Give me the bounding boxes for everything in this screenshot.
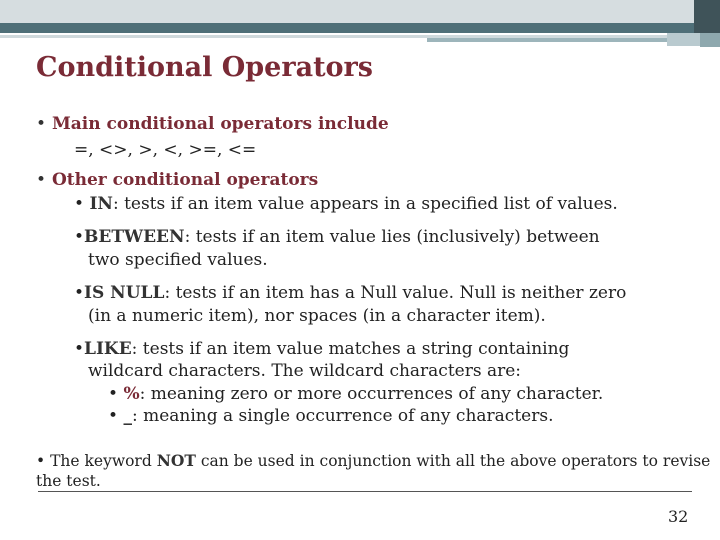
underscore-keyword: _ [123,406,132,426]
between-description-cont: two specified values. [88,250,268,270]
item-like: •LIKE: tests if an item value matches a string containing [74,339,570,359]
like-description-cont: wildcard characters. The wildcard characters are: [88,361,522,381]
other-heading: Other conditional operators [51,170,319,190]
footer-divider [38,491,692,492]
not-text-end: can be used in conjunction with all the above operators to revise [195,452,711,470]
is-null-keyword: IS NULL [84,283,165,303]
item-underscore: • _: meaning a single occurrence of any characters. [108,406,554,426]
not-keyword: NOT [156,451,196,470]
like-description: : tests if an item value matches a string containing [131,339,570,359]
header-band-dark [0,23,720,33]
between-keyword: BETWEEN [84,227,185,247]
bullet-other-operators [36,170,318,190]
item-in: • IN: tests if an item value appears in a specified list of values. [74,194,618,214]
percent-keyword: % [123,384,140,404]
is-null-description: : tests if an item has a Null value. Null is neither zero [164,283,627,303]
in-description: : tests if an item value appears in a specified list of values. [112,194,618,214]
like-keyword: LIKE [84,339,132,359]
not-text-cont: the test. [36,472,101,490]
in-keyword: IN [89,194,113,214]
header-corner-block [694,0,720,33]
is-null-description-cont: (in a numeric item), nor spaces (in a character item). [88,306,546,326]
header-band-light [0,0,720,23]
bullet-not: • The keyword NOT can be used in conjunction with all the above operators to revise [36,451,711,470]
bullet-main-operators [36,114,389,134]
page-number: 32 [668,507,689,526]
item-percent: • %: meaning zero or more occurrences of any character. [108,384,604,404]
bullet-dot: • [36,170,47,190]
bullet-dot: • [36,114,47,134]
between-description: : tests if an item value lies (inclusively) between [184,227,600,247]
header-underline-4 [700,33,720,47]
item-between: •BETWEEN: tests if an item value lies (inclusively) between [74,227,600,247]
slide-title: Conditional Operators [36,52,373,83]
item-is-null: •IS NULL: tests if an item has a Null value. Null is neither zero [74,283,627,303]
not-text-start: The keyword [50,452,157,470]
underscore-description: : meaning a single occurrence of any characters. [131,406,554,426]
main-operator-list: =, <>, >, <, >=, <= [74,140,257,160]
main-heading: Main conditional operators include [51,114,389,134]
percent-description: : meaning zero or more occurrences of any character. [139,384,604,404]
